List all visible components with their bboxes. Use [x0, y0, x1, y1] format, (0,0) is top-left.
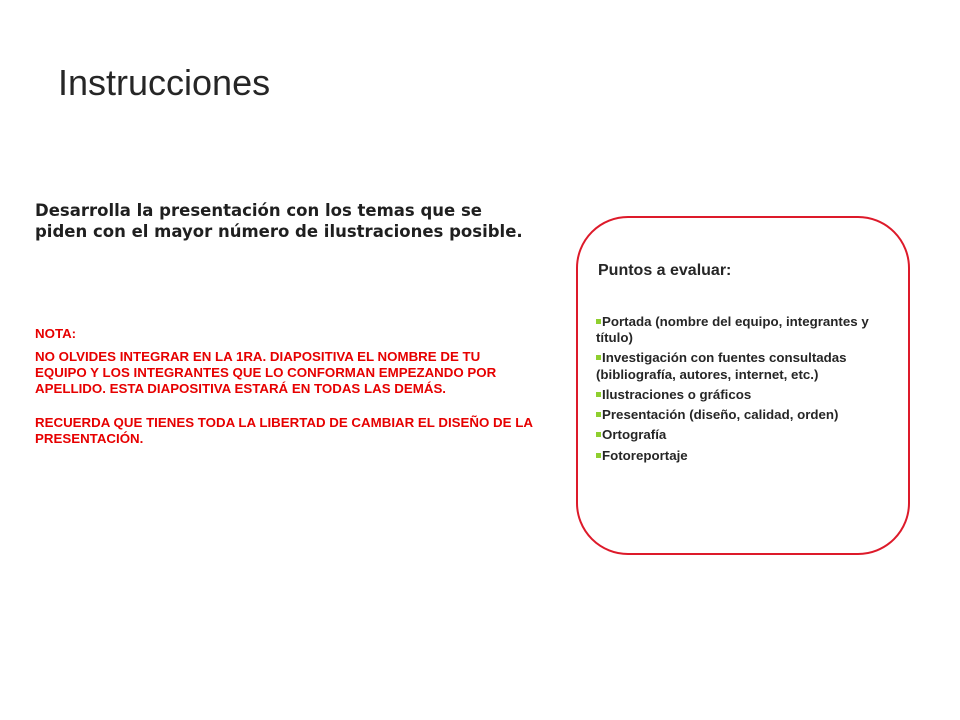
note-label: NOTA: — [35, 326, 77, 341]
evaluation-item-ilustraciones — [596, 387, 902, 403]
evaluation-item-ortografia — [596, 427, 902, 443]
note-paragraph-team-name: NO OLVIDES INTEGRAR EN LA 1RA. DIAPOSITIVA EL NOMBRE DE TU EQUIPO Y LOS INTEGRANTES QUE LO CONFORMAN EMPEZANDO POR APELLIDO. ESTA DIAPOSITIVA ESTARÁ EN TODAS LAS DEMÁS. — [35, 348, 497, 396]
evaluation-item-label: Ilustraciones o gráficos — [602, 386, 752, 402]
note-block — [35, 326, 535, 465]
evaluation-item-label: Ortografía — [602, 427, 667, 443]
square-bullet-icon — [596, 453, 601, 458]
evaluation-item-portada — [596, 314, 902, 346]
evaluation-item-fotoreportaje — [596, 448, 902, 464]
evaluation-heading: Puntos a evaluar: — [598, 262, 732, 279]
evaluation-box — [576, 216, 910, 555]
evaluation-item-presentacion — [596, 407, 902, 423]
intro-text: Desarrolla la presentación con los temas que se piden con el mayor número de ilustraciones posible. — [35, 201, 523, 242]
square-bullet-icon — [596, 355, 601, 360]
square-bullet-icon — [596, 319, 601, 324]
square-bullet-icon — [596, 432, 601, 437]
square-bullet-icon — [596, 392, 601, 397]
evaluation-item-label: Presentación (diseño, calidad, orden) — [602, 407, 839, 423]
slide-title: Instrucciones — [58, 62, 271, 103]
note-paragraph-design-freedom: RECUERDA QUE TIENES TODA LA LIBERTAD DE CAMBIAR EL DISEÑO DE LA PRESENTACIÓN. — [35, 414, 533, 446]
evaluation-item-label: Portada (nombre del equipo, integrantes y título) — [596, 314, 869, 346]
square-bullet-icon — [596, 412, 601, 417]
evaluation-item-label: Investigación con fuentes consultadas (bibliografía, autores, internet, etc.) — [596, 350, 847, 382]
evaluation-item-investigacion — [596, 350, 902, 382]
evaluation-item-label: Fotoreportaje — [602, 447, 688, 463]
evaluation-list — [596, 314, 902, 468]
